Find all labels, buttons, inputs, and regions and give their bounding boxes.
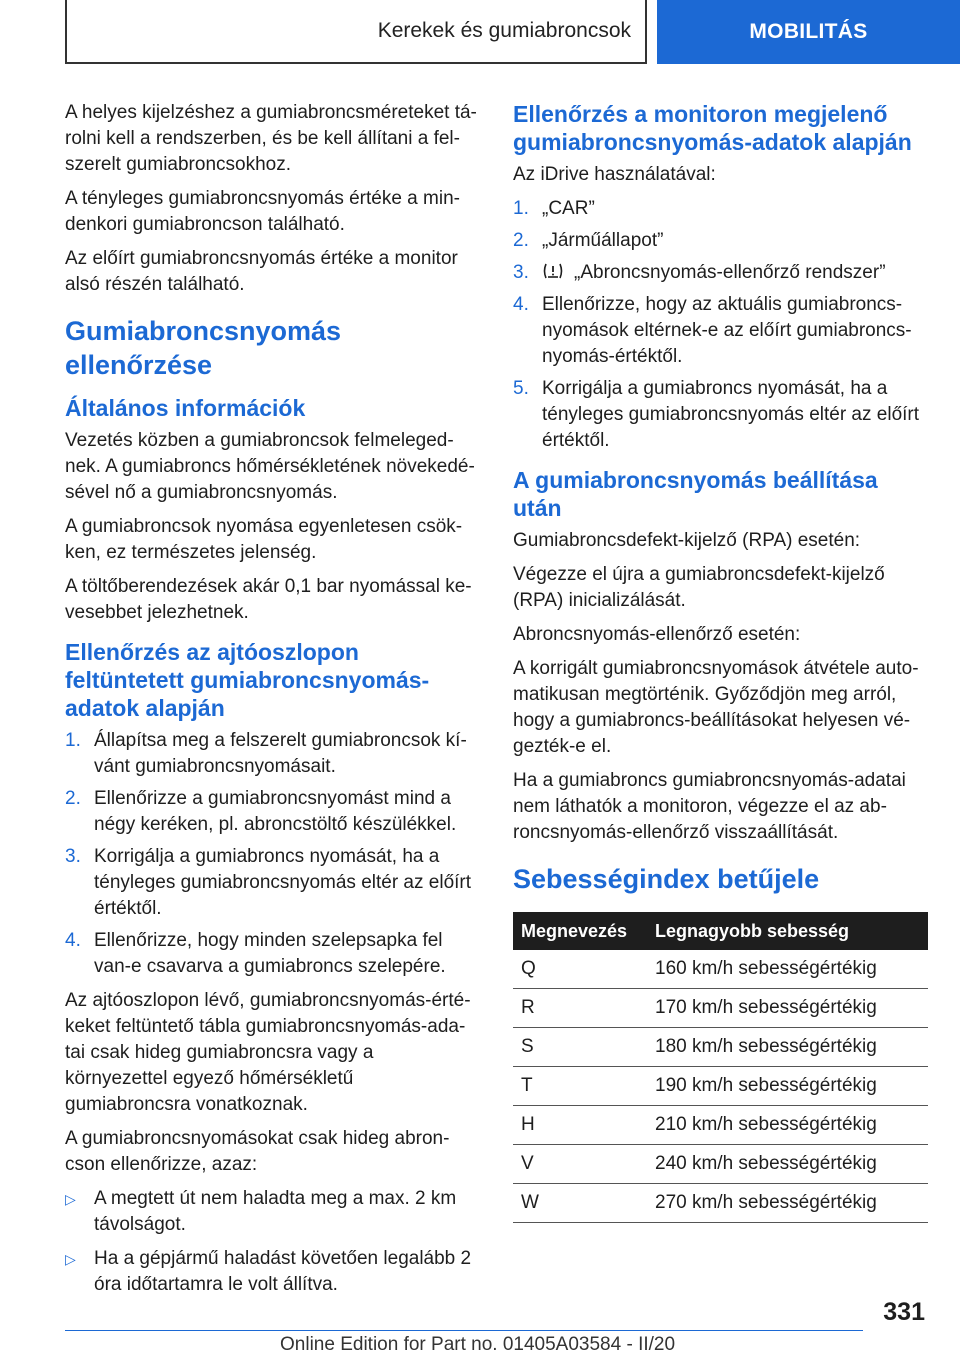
table-row bbox=[513, 1184, 928, 1223]
paragraph: Vezetés közben a gumiabroncsok felmelegednek. A gumiabroncs hőmérsékletének növekedésével nő a gumiabroncsnyomás. bbox=[65, 430, 475, 503]
chapter-title: Kerekek és gumiabroncsok bbox=[65, 0, 647, 64]
heading-door-pillar-check: Ellenőrzés az ajtóoszlopon feltüntetett gumiabroncsnyomásadatok alapján bbox=[65, 639, 430, 721]
table-cell: 210 km/h sebességértékig bbox=[651, 1106, 928, 1145]
list-item bbox=[65, 1246, 478, 1298]
list-item bbox=[65, 728, 478, 780]
step-number: 4. bbox=[65, 930, 81, 951]
list-item bbox=[513, 376, 926, 454]
step-text: Ellenőrizze a gumiabroncsnyomást mind a négy keréken, pl. abroncstöltő készülékkel. bbox=[94, 788, 457, 835]
paragraph: Az iDrive használatával: bbox=[513, 164, 716, 185]
list-item bbox=[65, 786, 478, 838]
paragraph: Az ajtóoszlopon lévő, gumiabroncsnyomás-értékeket feltüntető tábla gumiabroncsnyomás-adatai csak hideg gumiabroncsra vagy a környezettel egyező hőmérsékletű gumiabroncsra vonatkoznak. bbox=[65, 990, 471, 1115]
list-item bbox=[513, 228, 926, 254]
step-number: 1. bbox=[513, 198, 529, 219]
step-number: 2. bbox=[513, 230, 529, 251]
table-row bbox=[513, 950, 928, 989]
paragraph: A korrigált gumiabroncsnyomások átvétele automatikusan megtörténik. Győződjön meg arról, hogy a gumiabroncs-beállításokat helyesen végezték-e el. bbox=[513, 658, 919, 757]
table-row bbox=[513, 1028, 928, 1067]
table-cell: R bbox=[513, 989, 651, 1028]
right-column bbox=[513, 100, 926, 1223]
step-number: 4. bbox=[513, 294, 529, 315]
heading-tire-pressure-check: Gumiabroncsnyomás ellenőrzése bbox=[65, 316, 342, 380]
monitor-steps bbox=[513, 196, 926, 454]
footer-divider bbox=[65, 1330, 863, 1331]
paragraph: Az előírt gumiabroncsnyomás értéke a monitor alsó részén található. bbox=[65, 248, 458, 295]
list-item bbox=[65, 844, 478, 922]
table-cell: V bbox=[513, 1145, 651, 1184]
table-row bbox=[513, 1067, 928, 1106]
paragraph: Gumiabroncsdefekt-kijelző (RPA) esetén: bbox=[513, 530, 861, 551]
page-number: 331 bbox=[883, 1298, 925, 1326]
table-header-row bbox=[513, 912, 928, 950]
bullet-text: Ha a gépjármű haladást követően legalább 2 óra időtartamra le volt állítva. bbox=[94, 1248, 472, 1295]
bullet-text: A megtett út nem haladta meg a max. 2 km távolságot. bbox=[94, 1188, 457, 1235]
paragraph: Végezze el újra a gumiabroncsdefekt-kijelző (RPA) inicializálását. bbox=[513, 564, 885, 611]
list-item bbox=[513, 292, 926, 370]
table-cell: H bbox=[513, 1106, 651, 1145]
step-text: Állapítsa meg a felszerelt gumiabroncsok kívánt gumiabroncsnyomásait. bbox=[94, 730, 467, 777]
list-item bbox=[65, 1186, 478, 1238]
table-cell: 160 km/h sebességértékig bbox=[651, 950, 928, 989]
table-cell: 190 km/h sebességértékig bbox=[651, 1067, 928, 1106]
table-row bbox=[513, 989, 928, 1028]
table-cell: T bbox=[513, 1067, 651, 1106]
tire-pressure-warning-icon bbox=[542, 262, 564, 280]
heading-after-adjustment: A gumiabroncsnyomás beállítása után bbox=[513, 467, 878, 521]
step-text-with-icon bbox=[542, 260, 926, 286]
paragraph: A töltőberendezések akár 0,1 bar nyomással kevesebbet jelezhetnek. bbox=[65, 576, 472, 623]
heading-general-info: Általános információk bbox=[65, 395, 306, 421]
step-text: Ellenőrizze, hogy minden szelepsapka fel van-e csavarva a gumiabroncs szelepére. bbox=[94, 930, 446, 977]
footer-edition bbox=[280, 1334, 675, 1356]
paragraph: A gumiabroncsnyomásokat csak hideg abroncson ellenőrizze, azaz: bbox=[65, 1128, 450, 1175]
paragraph: A helyes kijelzéshez a gumiabroncsméreteket tárolni kell a rendszerben, és be kell állítani a felszerelt gumiabroncsokhoz. bbox=[65, 102, 477, 175]
edition-text: Online Edition for Part no. 01405A03584 - II/20 bbox=[280, 1334, 676, 1355]
left-column bbox=[65, 100, 478, 1306]
heading-monitor-check: Ellenőrzés a monitoron megjelenő gumiabroncsnyomás-adatok alapján bbox=[513, 101, 912, 155]
table-row bbox=[513, 1145, 928, 1184]
heading-speed-index: Sebességindex betűjele bbox=[513, 864, 820, 894]
step-text: „Járműállapot” bbox=[542, 230, 664, 251]
list-item bbox=[513, 196, 926, 222]
list-item bbox=[513, 260, 926, 286]
paragraph: A gumiabroncsok nyomása egyenletesen csökken, ez természetes jelenség. bbox=[65, 516, 463, 563]
column-header: Megnevezés bbox=[513, 912, 651, 950]
table-cell: Q bbox=[513, 950, 651, 989]
table-cell: 180 km/h sebességértékig bbox=[651, 1028, 928, 1067]
list-item bbox=[65, 928, 478, 980]
table-row bbox=[513, 1106, 928, 1145]
step-number: 5. bbox=[513, 378, 529, 399]
step-number: 1. bbox=[65, 730, 81, 751]
step-text: „Abroncsnyomás-ellenőrző rendszer” bbox=[574, 262, 886, 283]
table-cell: W bbox=[513, 1184, 651, 1223]
door-pillar-steps bbox=[65, 728, 478, 980]
table-cell: 270 km/h sebességértékig bbox=[651, 1184, 928, 1223]
step-text: Ellenőrizze, hogy az aktuális gumiabroncsnyomások eltérnek-e az előírt gumiabroncsnyomás-értéktől. bbox=[542, 294, 912, 367]
cold-tire-conditions bbox=[65, 1186, 478, 1298]
page-header bbox=[65, 0, 960, 64]
step-text: „CAR” bbox=[542, 198, 595, 219]
paragraph: A tényleges gumiabroncsnyomás értéke a mindenkori gumiabroncson található. bbox=[65, 188, 460, 235]
column-header: Legnagyobb sebesség bbox=[651, 912, 928, 950]
step-number: 3. bbox=[65, 846, 81, 867]
step-text: Korrigálja a gumiabroncs nyomását, ha a tényleges gumiabroncsnyomás eltér az előírt értéktől. bbox=[542, 378, 920, 451]
paragraph: Abroncsnyomás-ellenőrző esetén: bbox=[513, 624, 801, 645]
step-number: 2. bbox=[65, 788, 81, 809]
table-cell: 170 km/h sebességértékig bbox=[651, 989, 928, 1028]
table-cell: S bbox=[513, 1028, 651, 1067]
paragraph: Ha a gumiabroncs gumiabroncsnyomás-adatai nem láthatók a monitoron, végezze el az abroncsnyomás-ellenőrző visszaállítását. bbox=[513, 770, 906, 843]
triangle-bullet-icon: ▷ bbox=[65, 1251, 76, 1267]
step-number: 3. bbox=[513, 262, 529, 283]
section-tab: MOBILITÁS bbox=[657, 0, 960, 64]
table-cell: 240 km/h sebességértékig bbox=[651, 1145, 928, 1184]
step-text: Korrigálja a gumiabroncs nyomását, ha a tényleges gumiabroncsnyomás eltér az előírt értéktől. bbox=[94, 846, 472, 919]
speed-index-table bbox=[513, 912, 928, 1223]
triangle-bullet-icon: ▷ bbox=[65, 1191, 76, 1207]
